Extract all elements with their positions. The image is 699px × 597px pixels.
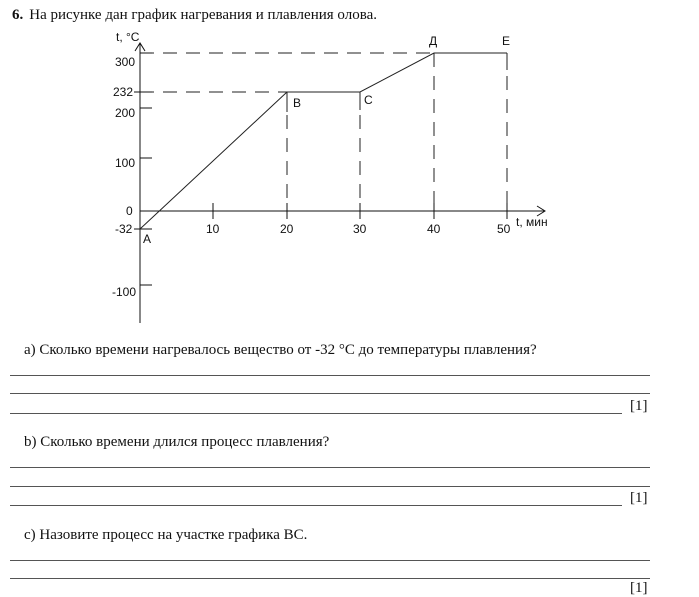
task-text: На рисунке дан график нагревания и плавления олова.: [29, 7, 377, 23]
x-tick-20: 20: [280, 222, 294, 236]
x-tick-10: 10: [206, 222, 220, 236]
question-a: a) Сколько времени нагревалось вещество от -32 °С до температуры плавления?: [24, 342, 537, 358]
y-tick-232: 232: [113, 85, 134, 99]
answer-line-b3[interactable]: [10, 505, 622, 506]
x-tick-50: 50: [497, 222, 511, 236]
y-axis-label: t, °C: [116, 30, 140, 44]
marks-c: [1]: [630, 580, 648, 596]
answer-line-a3[interactable]: [10, 413, 622, 414]
axes: [134, 43, 545, 323]
point-c-label: C: [364, 93, 373, 107]
marks-b: [1]: [630, 490, 648, 506]
point-b-label: B: [293, 96, 302, 110]
y-tick-300: 300: [115, 55, 136, 69]
y-tick-minus100: -100: [112, 285, 137, 299]
question-c: c) Назовите процесс на участке графика ВС.: [24, 527, 308, 543]
point-d-label: Д: [429, 34, 438, 48]
marks-a: [1]: [630, 398, 648, 414]
answer-line-a1[interactable]: [10, 375, 650, 376]
x-axis-label: t, мин: [516, 215, 548, 229]
y-tick-0: 0: [126, 204, 133, 218]
answer-line-a2[interactable]: [10, 393, 650, 394]
x-tick-30: 30: [353, 222, 367, 236]
y-tick-200: 200: [115, 106, 136, 120]
answer-line-c1[interactable]: [10, 560, 650, 561]
y-tick-100: 100: [115, 156, 136, 170]
answer-line-c2[interactable]: [10, 578, 650, 579]
temperature-curve: [140, 53, 507, 229]
y-tick-minus32: -32: [115, 222, 133, 236]
point-a-label: A: [143, 232, 152, 246]
question-b: b) Сколько времени длился процесс плавления?: [24, 434, 330, 450]
point-e-label: E: [502, 34, 511, 48]
task-number: 6.: [12, 7, 24, 23]
guide-lines: [140, 53, 507, 211]
answer-line-b2[interactable]: [10, 486, 650, 487]
answer-line-b1[interactable]: [10, 467, 650, 468]
x-tick-40: 40: [427, 222, 441, 236]
